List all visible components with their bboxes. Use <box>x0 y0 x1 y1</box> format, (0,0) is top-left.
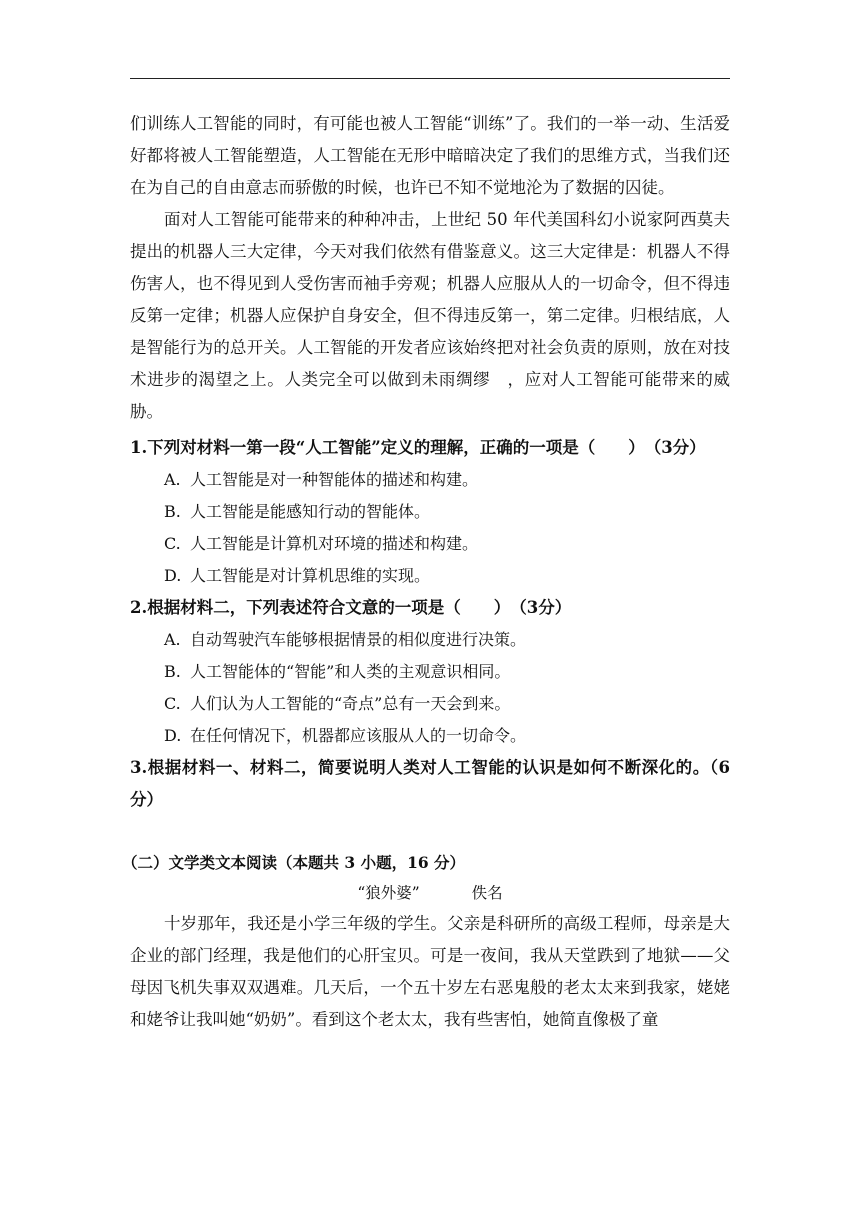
option-letter: A. <box>164 470 181 489</box>
option-text: 人工智能是对计算机思维的实现。 <box>190 566 431 585</box>
question-2-option-a <box>130 624 730 656</box>
option-letter: D. <box>164 726 182 745</box>
story-author: 佚名 <box>471 884 503 902</box>
question-1-option-a <box>130 464 730 496</box>
option-text: 人工智能是能感知行动的智能体。 <box>190 502 431 521</box>
question-2-stem: 2.根据材料二，下列表述符合文意的一项是（ ） （3分） <box>130 598 572 617</box>
story-paragraph-1: 十岁那年，我还是小学三年级的学生。父亲是科研所的高级工程师，母亲是大企业的部门经理，我是他们的心肝宝贝。可是一夜间，我从天堂跌到了地狱——父母因飞机失事双双遇难。几天后，一个五十岁左右恶鬼般的老太太来到我家，姥姥和姥爷让我叫她“奶奶”。看到这个老太太，我有些害怕，她简直像极了童 <box>130 914 730 1029</box>
question-2-option-b <box>130 656 730 688</box>
question-1-options <box>130 464 730 592</box>
document-body <box>122 108 730 1036</box>
option-letter: D. <box>164 566 182 585</box>
option-letter: A. <box>164 630 181 649</box>
section-heading: （二）文学类文本阅读（本题共 3 小题，16 分） <box>122 853 466 872</box>
option-text: 人工智能是计算机对环境的描述和构建。 <box>190 534 479 553</box>
option-letter: C. <box>164 694 181 713</box>
option-text: 在任何情况下，机器都应该服从人的一切命令。 <box>190 726 527 745</box>
option-letter: B. <box>164 502 181 521</box>
question-2-option-d <box>130 720 730 752</box>
question-1-option-c <box>130 528 730 560</box>
option-text: 自动驾驶汽车能够根据情景的相似度进行决策。 <box>190 630 527 649</box>
story-title-line <box>130 878 730 908</box>
question-3-stem: 3.根据材料一、材料二，简要说明人类对人工智能的认识是如何不断深化的。（6分） <box>130 758 730 809</box>
option-letter: B. <box>164 662 181 681</box>
passage-paragraph-1: 们训练人工智能的同时，有可能也被人工智能“训练”了。我们的一举一动、生活爱好都将被人工智能塑造，人工智能在无形中暗暗决定了我们的思维方式，当我们还在为自己的自由意志而骄傲的时候，也许已不知不觉地沦为了数据的囚徒。 <box>130 114 730 197</box>
question-1-option-b <box>130 496 730 528</box>
passage-paragraph-2: 面对人工智能可能带来的种种冲击，上世纪 50 年代美国科幻小说家阿西莫夫提出的机器人三大定律，今天对我们依然有借鉴意义。这三大定律是：机器人不得伤害人，也不得见到人受伤害而袖手旁观；机器人应服从人的一切命令，但不得违反第一定律；机器人应保护自身安全，但不得违反第一，第二定律。归根结底，人是智能行为的总开关。人工智能的开发者应该始终把对社会负责的原则，放在对技术进步的渴望之上。人类完全可以做到未雨绸缪 ，应对人工智能可能带来的威胁。 <box>130 210 730 421</box>
question-2-options <box>130 624 730 752</box>
option-text: 人们认为人工智能的“奇点”总有一天会到来。 <box>190 694 511 713</box>
option-text: 人工智能是对一种智能体的描述和构建。 <box>190 470 479 489</box>
option-letter: C. <box>164 534 181 553</box>
story-title: “狼外婆” <box>357 884 420 902</box>
question-1-option-d <box>130 560 730 592</box>
question-1-stem: 1.下列对材料一第一段“人工智能”定义的理解，正确的一项是（ ） （3分） <box>130 438 706 457</box>
question-2-option-c <box>130 688 730 720</box>
option-text: 人工智能体的“智能”和人类的主观意识相同。 <box>190 662 511 681</box>
header-rule <box>130 78 730 79</box>
